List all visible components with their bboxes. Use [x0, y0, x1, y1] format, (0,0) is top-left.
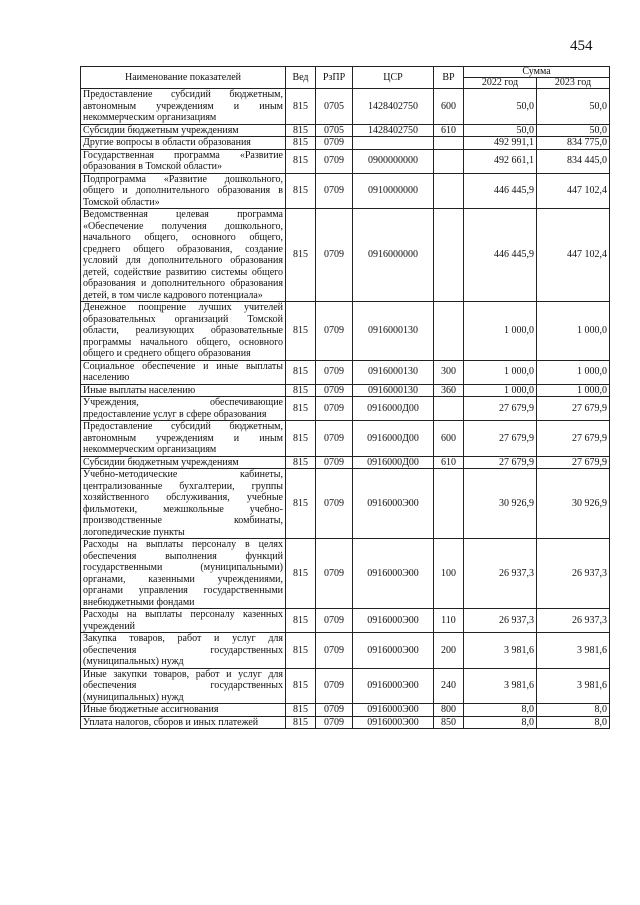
cell-csr: 1428402750 [353, 89, 434, 125]
cell-ved: 815 [286, 302, 316, 361]
cell-2023: 27 679,9 [537, 456, 610, 469]
col-header-ved: Вед [286, 67, 316, 89]
cell-rzpr: 0709 [316, 421, 353, 457]
cell-vr: 610 [434, 456, 464, 469]
cell-rzpr: 0709 [316, 469, 353, 539]
cell-2022: 50,0 [464, 89, 537, 125]
cell-2022: 8,0 [464, 704, 537, 717]
cell-vr: 850 [434, 716, 464, 729]
cell-2023: 834 445,0 [537, 149, 610, 173]
cell-csr: 0900000000 [353, 149, 434, 173]
cell-2022: 27 679,9 [464, 421, 537, 457]
cell-ved: 815 [286, 716, 316, 729]
cell-csr: 0916000Э00 [353, 469, 434, 539]
cell-csr [353, 137, 434, 150]
cell-2023: 1 000,0 [537, 360, 610, 384]
cell-ved: 815 [286, 124, 316, 137]
cell-name: Закупка товаров, работ и услуг для обеспечения государственных (муниципальных) нужд [81, 633, 286, 669]
budget-table [80, 66, 610, 729]
cell-2023: 50,0 [537, 124, 610, 137]
cell-rzpr: 0709 [316, 149, 353, 173]
table-row [81, 89, 610, 125]
cell-2022: 446 445,9 [464, 173, 537, 209]
cell-2023: 8,0 [537, 704, 610, 717]
cell-name: Предоставление субсидий бюджетным, автономным учреждениям и иным некоммерческим организациям [81, 89, 286, 125]
cell-vr: 600 [434, 89, 464, 125]
cell-2022: 1 000,0 [464, 302, 537, 361]
cell-name: Иные закупки товаров, работ и услуг для обеспечения государственных (муниципальных) нужд [81, 668, 286, 704]
cell-name: Учебно-методические кабинеты, централизованные бухгалтерии, группы хозяйственного обслуживания, учебные фильмотеки, межшкольные учебно-производственные комбинаты, логопедические пункты [81, 469, 286, 539]
cell-name: Иные бюджетные ассигнования [81, 704, 286, 717]
cell-csr: 1428402750 [353, 124, 434, 137]
cell-ved: 815 [286, 668, 316, 704]
cell-rzpr: 0709 [316, 360, 353, 384]
cell-vr: 300 [434, 360, 464, 384]
cell-vr [434, 149, 464, 173]
cell-ved: 815 [286, 360, 316, 384]
cell-2023: 27 679,9 [537, 421, 610, 457]
cell-2022: 492 661,1 [464, 149, 537, 173]
cell-vr: 240 [434, 668, 464, 704]
cell-vr: 600 [434, 421, 464, 457]
cell-2022: 30 926,9 [464, 469, 537, 539]
cell-vr: 200 [434, 633, 464, 669]
cell-ved: 815 [286, 704, 316, 717]
cell-2023: 3 981,6 [537, 633, 610, 669]
col-header-csr: ЦСР [353, 67, 434, 89]
cell-name: Подпрограмма «Развитие дошкольного, общего и дополнительного образования в Томской области» [81, 173, 286, 209]
cell-ved: 815 [286, 209, 316, 302]
table-row [81, 633, 610, 669]
cell-rzpr: 0709 [316, 209, 353, 302]
cell-ved: 815 [286, 149, 316, 173]
table-row [81, 137, 610, 150]
cell-2022: 50,0 [464, 124, 537, 137]
table-row [81, 421, 610, 457]
cell-rzpr: 0705 [316, 89, 353, 125]
cell-csr: 0916000130 [353, 384, 434, 397]
cell-rzpr: 0709 [316, 173, 353, 209]
table-row [81, 469, 610, 539]
col-header-name: Наименование показателей [81, 67, 286, 89]
table-row [81, 149, 610, 173]
table-row [81, 124, 610, 137]
cell-name: Субсидии бюджетным учреждениям [81, 456, 286, 469]
cell-name: Другие вопросы в области образования [81, 137, 286, 150]
cell-2022: 3 981,6 [464, 668, 537, 704]
cell-2023: 30 926,9 [537, 469, 610, 539]
cell-vr: 610 [434, 124, 464, 137]
cell-name: Расходы на выплаты персоналу казенных учреждений [81, 609, 286, 633]
table-row [81, 360, 610, 384]
cell-2023: 3 981,6 [537, 668, 610, 704]
table-body [81, 89, 610, 729]
table-row [81, 209, 610, 302]
table-row [81, 539, 610, 609]
cell-vr: 110 [434, 609, 464, 633]
cell-vr [434, 173, 464, 209]
cell-csr: 0916000000 [353, 209, 434, 302]
cell-rzpr: 0705 [316, 124, 353, 137]
cell-2022: 1 000,0 [464, 384, 537, 397]
col-header-sum: Сумма [464, 67, 610, 78]
table-row [81, 173, 610, 209]
cell-vr: 360 [434, 384, 464, 397]
cell-rzpr: 0709 [316, 384, 353, 397]
cell-ved: 815 [286, 173, 316, 209]
cell-csr: 0916000Д00 [353, 397, 434, 421]
cell-ved: 815 [286, 384, 316, 397]
cell-vr [434, 137, 464, 150]
col-header-vr: ВР [434, 67, 464, 89]
cell-2022: 1 000,0 [464, 360, 537, 384]
cell-vr [434, 469, 464, 539]
cell-ved: 815 [286, 89, 316, 125]
cell-2023: 447 102,4 [537, 209, 610, 302]
cell-rzpr: 0709 [316, 539, 353, 609]
cell-2022: 26 937,3 [464, 539, 537, 609]
table-row [81, 397, 610, 421]
cell-rzpr: 0709 [316, 609, 353, 633]
cell-rzpr: 0709 [316, 633, 353, 669]
cell-rzpr: 0709 [316, 397, 353, 421]
cell-2022: 3 981,6 [464, 633, 537, 669]
cell-2022: 492 991,1 [464, 137, 537, 150]
cell-2023: 447 102,4 [537, 173, 610, 209]
cell-rzpr: 0709 [316, 668, 353, 704]
cell-2023: 26 937,3 [537, 609, 610, 633]
cell-name: Денежное поощрение лучших учителей образовательных организаций Томской области, реализующих образовательные программы начального общего, основного общего и среднего общего образования [81, 302, 286, 361]
cell-csr: 0916000Э00 [353, 633, 434, 669]
cell-2023: 26 937,3 [537, 539, 610, 609]
cell-vr [434, 397, 464, 421]
cell-rzpr: 0709 [316, 137, 353, 150]
cell-vr: 100 [434, 539, 464, 609]
cell-name: Ведомственная целевая программа «Обеспечение получения дошкольного, начального общего, основного общего, среднего общего образования, создание условий для дополнительного образования детей, содействие развитию системы общего образования и дополнительного образования детей, в том числе кадрового потенциала» [81, 209, 286, 302]
cell-csr: 0916000Э00 [353, 609, 434, 633]
cell-csr: 0916000130 [353, 302, 434, 361]
cell-name: Уплата налогов, сборов и иных платежей [81, 716, 286, 729]
col-header-2022: 2022 год [464, 78, 537, 89]
cell-csr: 0916000Д00 [353, 421, 434, 457]
cell-csr: 0910000000 [353, 173, 434, 209]
cell-name: Учреждения, обеспечивающие предоставление услуг в сфере образования [81, 397, 286, 421]
col-header-rzpr: РзПР [316, 67, 353, 89]
cell-name: Расходы на выплаты персоналу в целях обеспечения выполнения функций государственными (муниципальными) органами, казенными учреждениями, органами управления государственными внебюджетными фондами [81, 539, 286, 609]
cell-ved: 815 [286, 456, 316, 469]
cell-2022: 26 937,3 [464, 609, 537, 633]
cell-rzpr: 0709 [316, 456, 353, 469]
cell-vr [434, 209, 464, 302]
cell-name: Государственная программа «Развитие образования в Томской области» [81, 149, 286, 173]
cell-2022: 446 445,9 [464, 209, 537, 302]
table-row [81, 716, 610, 729]
table-row [81, 456, 610, 469]
cell-2023: 1 000,0 [537, 302, 610, 361]
table-row [81, 302, 610, 361]
cell-2023: 1 000,0 [537, 384, 610, 397]
table-row [81, 384, 610, 397]
cell-name: Иные выплаты населению [81, 384, 286, 397]
table-row [81, 609, 610, 633]
cell-name: Социальное обеспечение и иные выплаты населению [81, 360, 286, 384]
page-number: 454 [570, 38, 593, 54]
cell-rzpr: 0709 [316, 704, 353, 717]
cell-name: Предоставление субсидий бюджетным, автономным учреждениям и иным некоммерческим организациям [81, 421, 286, 457]
cell-ved: 815 [286, 397, 316, 421]
cell-csr: 0916000Э00 [353, 539, 434, 609]
cell-ved: 815 [286, 421, 316, 457]
cell-rzpr: 0709 [316, 716, 353, 729]
cell-2023: 50,0 [537, 89, 610, 125]
cell-vr: 800 [434, 704, 464, 717]
cell-csr: 0916000130 [353, 360, 434, 384]
col-header-2023: 2023 год [537, 78, 610, 89]
cell-2022: 27 679,9 [464, 456, 537, 469]
cell-2022: 8,0 [464, 716, 537, 729]
cell-ved: 815 [286, 633, 316, 669]
cell-ved: 815 [286, 137, 316, 150]
cell-2023: 8,0 [537, 716, 610, 729]
cell-name: Субсидии бюджетным учреждениям [81, 124, 286, 137]
cell-ved: 815 [286, 609, 316, 633]
cell-csr: 0916000Э00 [353, 704, 434, 717]
cell-2022: 27 679,9 [464, 397, 537, 421]
cell-ved: 815 [286, 539, 316, 609]
cell-2023: 27 679,9 [537, 397, 610, 421]
cell-csr: 0916000Э00 [353, 716, 434, 729]
cell-csr: 0916000Д00 [353, 456, 434, 469]
cell-csr: 0916000Э00 [353, 668, 434, 704]
cell-vr [434, 302, 464, 361]
table-row [81, 704, 610, 717]
table-row [81, 668, 610, 704]
cell-ved: 815 [286, 469, 316, 539]
cell-rzpr: 0709 [316, 302, 353, 361]
cell-2023: 834 775,0 [537, 137, 610, 150]
